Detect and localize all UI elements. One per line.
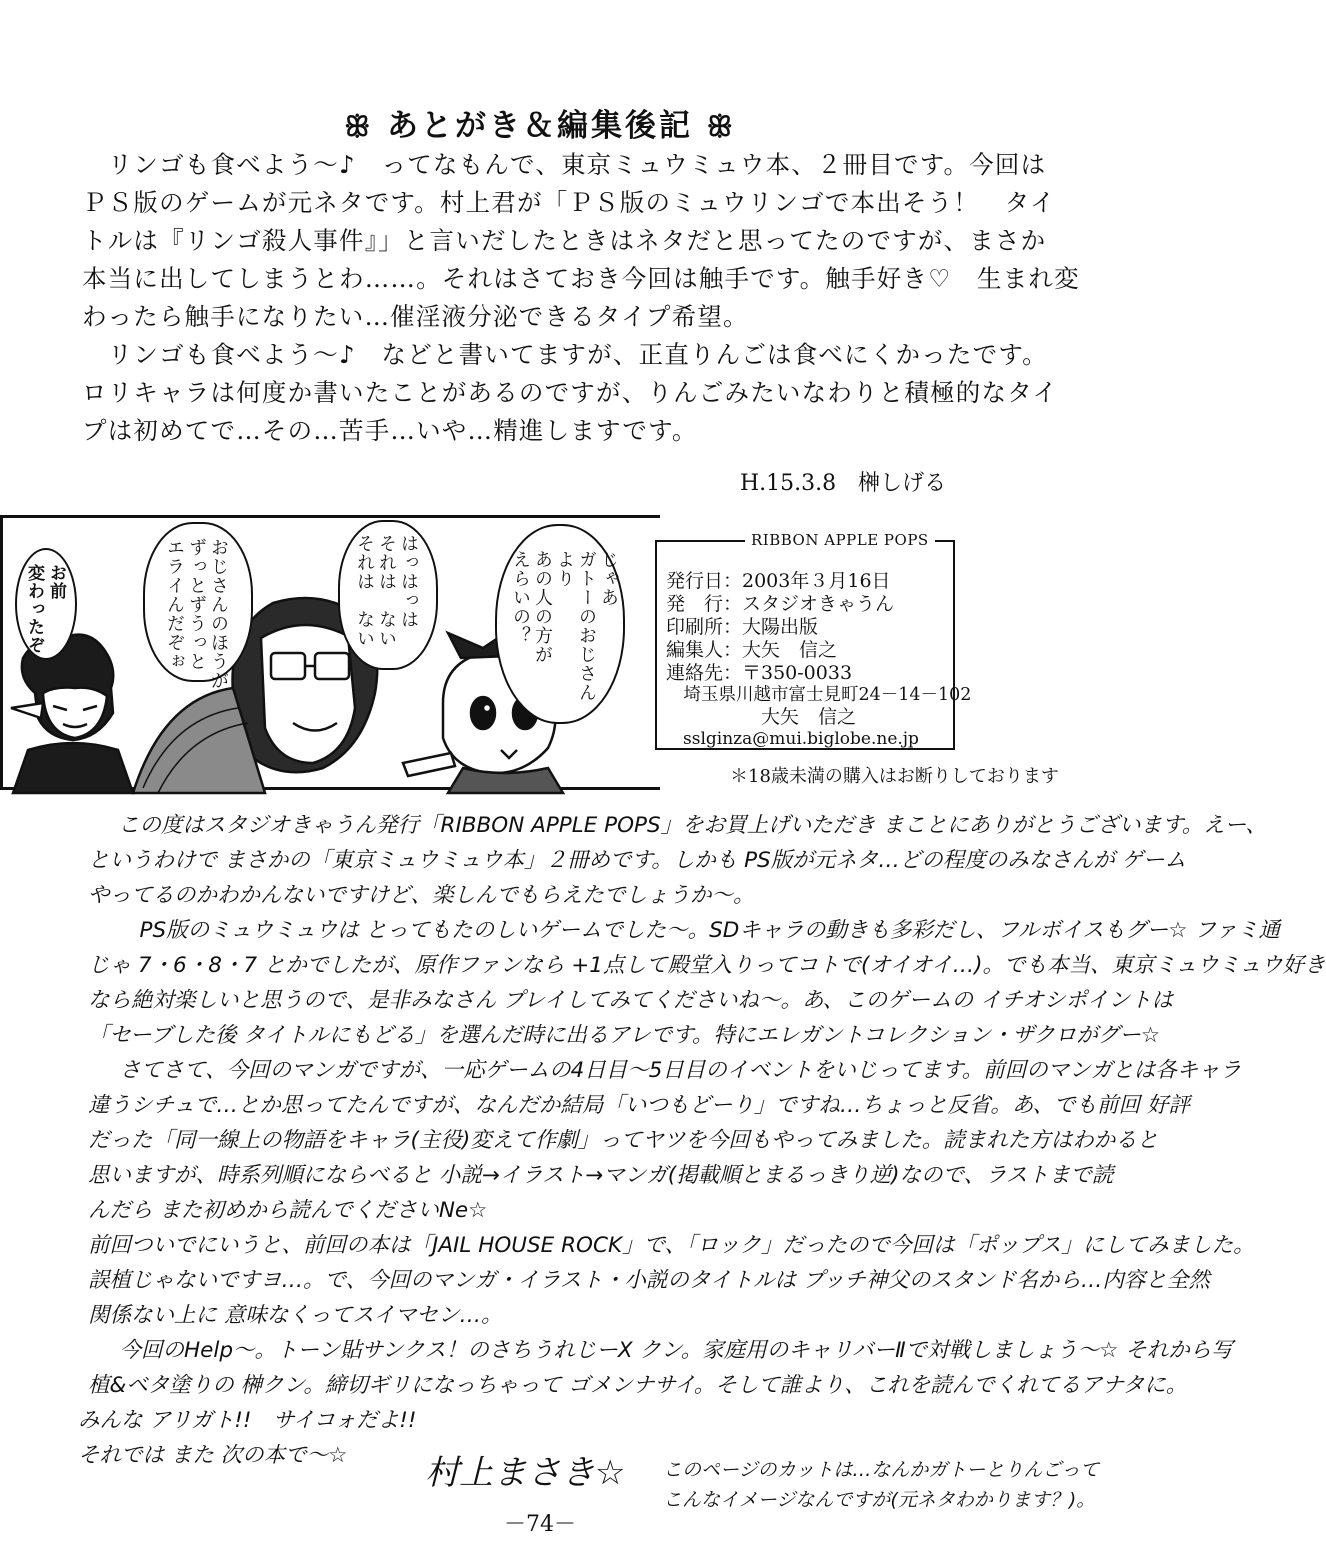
afterword-text xyxy=(82,146,1080,450)
age-restriction-note: ＊18歳未満の購入はお断りしております xyxy=(730,766,1059,787)
afterword-signoff: H.15.3.8 榊しげる xyxy=(740,471,947,496)
speech-bubble-text: はっはっは それは ない それは ない xyxy=(354,534,419,648)
handwritten-line: みんな アリガト!! サイコォだよ!! xyxy=(78,1408,417,1433)
speech-bubble-text: お前 変わったぞ xyxy=(24,564,66,654)
handwritten-line: んだら また初めから読んでくださいNe☆ xyxy=(88,1198,488,1223)
colophon-row: 編集人：大矢 信之 xyxy=(666,639,838,661)
handwritten-line: というわけで まさかの「東京ミュウミュウ本」２冊めです。しかも PS版が元ネタ…どの程度のみなさんが ゲーム xyxy=(88,848,1187,873)
handwritten-line: 思いますが、時系列順にならべると 小説→イラスト→マンガ(掲載順とまるっきり逆)なので、ラストまで読 xyxy=(88,1163,1114,1188)
colophon-email[interactable]: ssl​ginza@mui.biglobe.ne.jp xyxy=(666,729,919,749)
speech-bubble-text: じゃあ ガトーのおじさん より あの人の方が えらいの？ xyxy=(510,550,619,702)
handwritten-notes xyxy=(78,808,1326,1473)
afterword-line: 本当に出してしまうとわ……。それはさておき今回は触手です。触手好き♡ 生まれ変 xyxy=(82,264,1080,293)
handwritten-line: 前回ついでにいうと、前回の本は「JAIL HOUSE ROCK」で、「ロック」だったので今回は「ポップス」にしてみました。 xyxy=(88,1233,1255,1258)
afterword-line: リンゴも食べよう～♪ ってなもんで、東京ミュウミュウ本、２冊目です。今回は xyxy=(82,150,1047,179)
colophon-title: RIBBON APPLE POPS xyxy=(745,531,935,549)
colophon-row: 大矢 信之 xyxy=(666,706,857,728)
handwritten-line: なら絶対楽しいと思うので、是非みなさん プレイしてみてくださいね～。あ、このゲームの イチオシポイントは xyxy=(88,988,1174,1013)
handwritten-line: 関係ない上に 意味なくってスイマセン…。 xyxy=(88,1303,503,1328)
afterword-line: わったら触手になりたい…催淫液分泌できるタイプ希望。 xyxy=(82,302,749,331)
handwritten-line: 「セーブした後 タイトルにもどる」を選んだ時に出るアレです。特にエレガントコレクション・ザクロがグー☆ xyxy=(88,1023,1161,1048)
handwritten-line: 誤植じゃないですヨ…。で、今回のマンガ・イラスト・小説のタイトルは プッチ神父のスタンド名から…内容と全然 xyxy=(88,1268,1210,1293)
page-number: －74－ xyxy=(504,1512,576,1537)
handwritten-line: 違うシチュで…とか思ってたんですが、なんだか結局「いつもどーり」ですね…ちょっと反省。あ、でも前回 好評 xyxy=(88,1093,1190,1118)
afterword-line: リンゴも食べよう～♪ などと書いてますが、正直りんごは食べにくかったです。 xyxy=(82,340,1048,369)
handwritten-line: さてさて、今回のマンガですが、一応ゲームの4日目～5日目のイベントをいじってます。前回のマンガとは各キャラ xyxy=(98,1058,1242,1083)
handwritten-line: やってるのかわかんないですけど、楽しんでもらえたでしょうか～。 xyxy=(88,883,755,908)
colophon-row: 連絡先：〒350-0033 xyxy=(666,662,853,684)
speech-bubble-text: おじさんのほうが ずっとずうっと エライんだぞぉ xyxy=(164,538,229,690)
handwritten-line: だった「同一線上の物語をキャラ(主役)変えて作劇」ってヤツを今回もやってみました。読まれた方はわかると xyxy=(88,1128,1159,1153)
handwritten-line: それでは また 次の本で～☆ xyxy=(78,1443,348,1468)
handwritten-line: 今回のHelp～。トーン貼サンクス！のさちうれじーX クン。家庭用のキャリバーⅡで対戦しましょう～☆ それから写 xyxy=(98,1338,1233,1363)
afterword-line: プは初めてで…その…苦手…いや…精進しますです。 xyxy=(82,416,698,445)
cut-illustration-note xyxy=(663,1455,1099,1515)
handwritten-line: この度はスタジオきゃうん発行「RIBBON APPLE POPS」をお買上げいただき まことにありがとうございます。えー、 xyxy=(118,813,1267,838)
ribbon-ornament-icon: ꕥ xyxy=(344,110,374,143)
afterword-line: ＰＳ版のゲームが元ネタです。村上君が「ＰＳ版のミュウリンゴで本出そう！ タイ xyxy=(82,188,1056,217)
author-signature: 村上まさき☆ xyxy=(425,1453,626,1493)
ribbon-ornament-icon: ꕥ xyxy=(706,110,736,143)
cut-note-line: こんなイメージなんですが(元ネタわかります？)。 xyxy=(663,1489,1096,1511)
cut-note-line: このページのカットは…なんかガトーとりんごって xyxy=(663,1459,1100,1481)
page-title xyxy=(0,100,1080,145)
afterword-line: トルは『リンゴ殺人事件』」と言いだしたときはネタだと思ってたのですが、まさか xyxy=(82,226,1047,255)
handwritten-line: じゃ 7・6・8・7 とかでしたが、原作ファンなら +1点して殿堂入りってコトで(オイオイ…)。でも本当、東京ミュウミュウ好き xyxy=(88,953,1326,978)
colophon-row: 印刷所：大陽出版 xyxy=(666,616,819,638)
handwritten-line: 植&ベタ塗りの 榊クン。締切ギリになっちゃって ゴメンナサイ。そして誰より、これを読んでくれてるアナタに。 xyxy=(88,1373,1188,1398)
colophon-row: 発 行：スタジオきゃうん xyxy=(666,593,895,615)
colophon-row: 埼玉県川越市富士見町24－14－102 xyxy=(666,685,972,705)
afterword-line: ロリキャラは何度か書いたことがあるのですが、りんごみたいなわりと積極的なタイ xyxy=(82,378,1059,407)
comic-panel xyxy=(0,515,660,790)
handwritten-line: PS版のミュウミュウは とってもたのしいゲームでした～。SDキャラの動きも多彩だし、フルボイスもグー☆ ファミ通 xyxy=(118,918,1280,943)
colophon-row: 発行日：2003年３月16日 xyxy=(666,570,891,592)
page-title-text: あとがき＆編集後記 xyxy=(387,108,693,144)
